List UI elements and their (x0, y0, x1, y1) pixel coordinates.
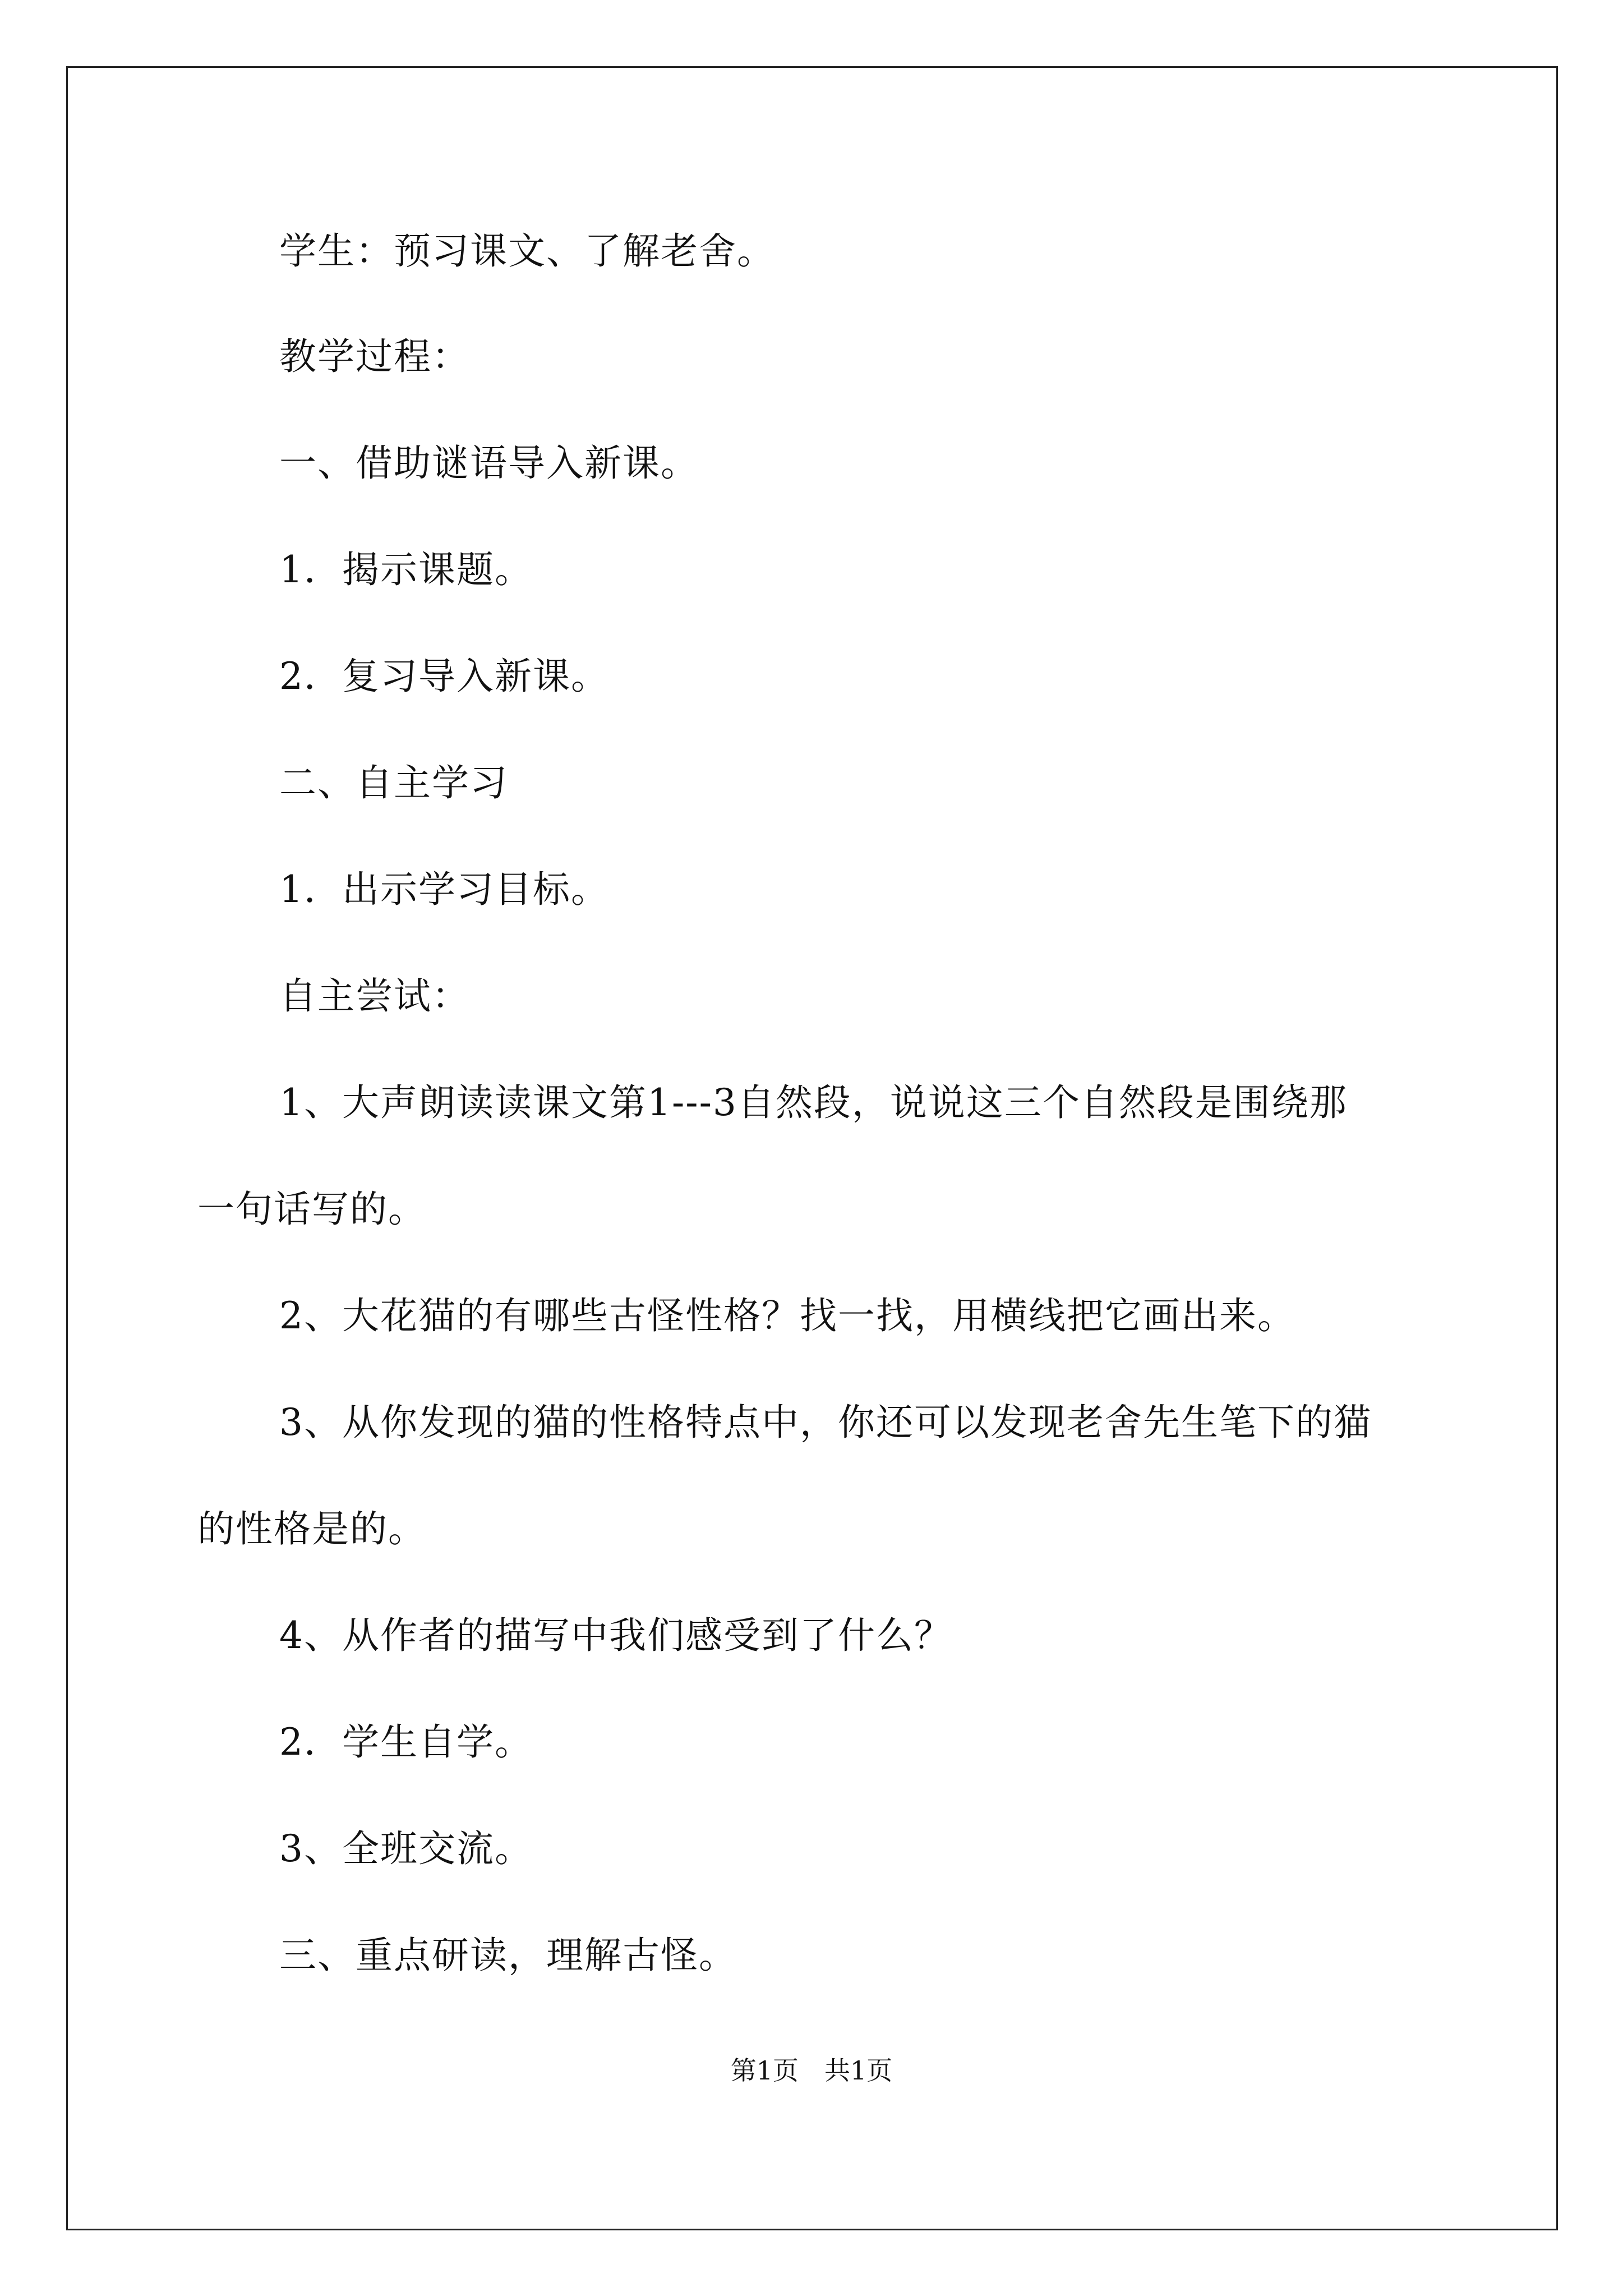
paragraph-task-1: 1、大声朗读读课文第1---3自然段，说说这三个自然段是围绕那 (279, 1081, 1348, 1124)
paragraph-task-1-cont: 一句话写的。 (197, 1188, 426, 1231)
paragraph-class-discussion: 3、全班交流。 (279, 1827, 533, 1870)
paragraph-task-3: 3、从你发现的猫的性格特点中，你还可以发现老舍先生笔下的猫 (279, 1401, 1372, 1444)
paragraph-task-2: 2、大花猫的有哪些古怪性格？找一找，用横线把它画出来。 (279, 1294, 1295, 1337)
paragraph-review-intro: 2．复习导入新课。 (279, 655, 609, 698)
paragraph-reveal-topic: 1．揭示课题。 (279, 548, 533, 591)
section-heading-3: 三、重点研读，理解古怪。 (279, 1934, 737, 1977)
paragraph-teaching-process: 教学过程： (279, 335, 470, 378)
paragraph-task-3-cont: 的性格是的。 (197, 1507, 426, 1550)
paragraph-students-prep: 学生：预习课文、了解老舍。 (279, 229, 775, 273)
paragraph-task-4: 4、从作者的描写中我们感受到了什么？ (279, 1614, 952, 1657)
section-heading-1: 一、借助谜语导入新课。 (279, 441, 699, 485)
paragraph-show-goals: 1．出示学习目标。 (279, 868, 609, 911)
page-number: 第1页 共1页 (730, 2055, 893, 2086)
page-border (66, 66, 1558, 2230)
paragraph-self-study: 2．学生自学。 (279, 1720, 533, 1764)
section-heading-2: 二、自主学习 (279, 761, 508, 804)
paragraph-self-try: 自主尝试： (279, 974, 470, 1018)
